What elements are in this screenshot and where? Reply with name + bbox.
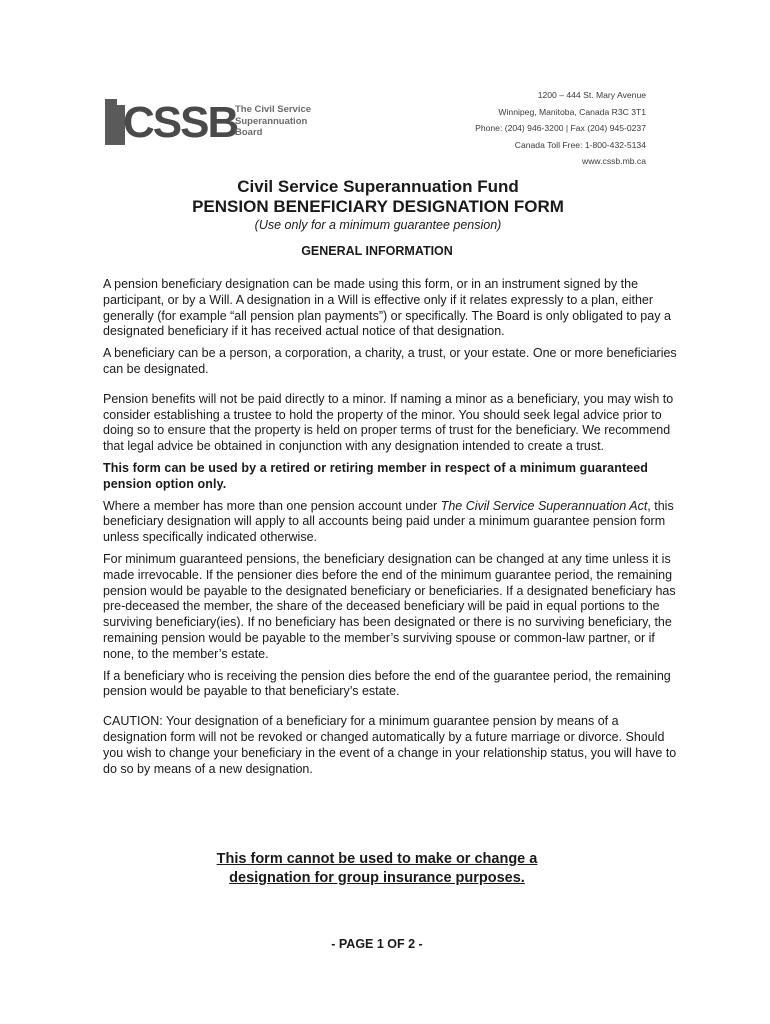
cssb-logo (103, 97, 312, 149)
paragraph-caution: CAUTION: Your designation of a beneficiary for a minimum guarantee pension by means of a designation form will not be revoked or changed automatically by a future marriage or divorce. Should you wish to change your beneficiary in the event of a change in your relationship status, you will have to do so by means of a new designation. (103, 714, 677, 776)
group-insurance-notice (0, 850, 770, 888)
page-number (0, 936, 770, 952)
form-header (0, 176, 770, 260)
general-information-body (103, 277, 683, 783)
paragraph-designation-methods: A pension beneficiary designation can be made using this form, or in an instrument signed by the participant, or by a Will. A designation in a Will is effective only if it relates expressly to a plan, either generally (for example “all pension plan payments”) or specifically. The Board is only obligated to pay a designated beneficiary if it has received actual notice of that designation. (103, 277, 671, 339)
address-city: Winnipeg, Manitoba, Canada R3C 3T1 (498, 106, 646, 117)
logo-wordmark: CSSB (123, 98, 238, 147)
logo-subtitle-line: Board (235, 127, 263, 138)
paragraph-minors: Pension benefits will not be paid directly to a minor. If naming a minor as a beneficiary, you may wish to consider establishing a trustee to hold the property of the minor. You should seek legal advice prior to doing so to ensure that the property is held on proper terms of trust for the beneficiary. We recommend that legal advice be obtained in conjunction with any designation intended to create a trust. (103, 391, 674, 454)
paragraph-multiple-accounts (103, 499, 683, 546)
address-phone: Phone: (204) 946-3200 | Fax (204) 945-0237 (475, 123, 646, 133)
act-name: The Civil Service Superannuation Act (440, 498, 648, 513)
contact-address (475, 87, 646, 170)
p5-text-post: , this beneficiary designation will apply to all accounts being paid under a minimum guarantee pension form unless specifically indicated otherwise. (103, 498, 674, 545)
notice-line: designation for group insurance purposes. (229, 870, 525, 886)
address-website: www.cssb.mb.ca (582, 156, 646, 166)
notice-line: This form cannot be used to make or change a (216, 851, 538, 867)
fund-title: Civil Service Superannuation Fund (237, 177, 519, 196)
form-subtitle: (Use only for a minimum guarantee pension) (254, 218, 502, 232)
section-heading: GENERAL INFORMATION (301, 244, 453, 258)
paragraph-eligibility: This form can be used by a retired or retiring member in respect of a minimum guaranteed pension option only. (103, 460, 649, 491)
paragraph-beneficiary-death: If a beneficiary who is receiving the pension dies before the end of the guarantee period, the remaining pension would be payable to that beneficiary’s estate. (103, 668, 671, 699)
paragraph-beneficiary-types: A beneficiary can be a person, a corporation, a charity, a trust, or your estate. One or more beneficiaries can be designated. (103, 346, 677, 376)
page-number-text: - PAGE 1 OF 2 - (331, 937, 423, 951)
address-street: 1200 – 444 St. Mary Avenue (537, 90, 646, 100)
logo-subtitle-line: The Civil Service (235, 104, 312, 115)
paragraph-changes-irrevocable: For minimum guaranteed pensions, the beneficiary designation can be changed at any time unless it is made irrevocable. If the pensioner dies before the end of the minimum guarantee period, the remaining pension would be payable to the designated beneficiary or beneficiaries. If a designated beneficiary has pre-deceased the member, the share of the deceased beneficiary will be paid in equal portions to the surviving beneficiary(ies). If no beneficiary has been designated or there is no surviving beneficiary, the remaining pension would be payable to the member’s surviving spouse or common-law partner, or if none, to the member’s estate. (103, 551, 676, 661)
p5-text-pre: Where a member has more than one pension account under (103, 498, 441, 513)
form-title: PENSION BENEFICIARY DESIGNATION FORM (192, 197, 564, 216)
logo-subtitle-line: Superannuation (235, 115, 308, 127)
address-tollfree: Canada Toll Free: 1-800-432-5134 (514, 139, 646, 150)
logo-subtitle (235, 104, 315, 139)
